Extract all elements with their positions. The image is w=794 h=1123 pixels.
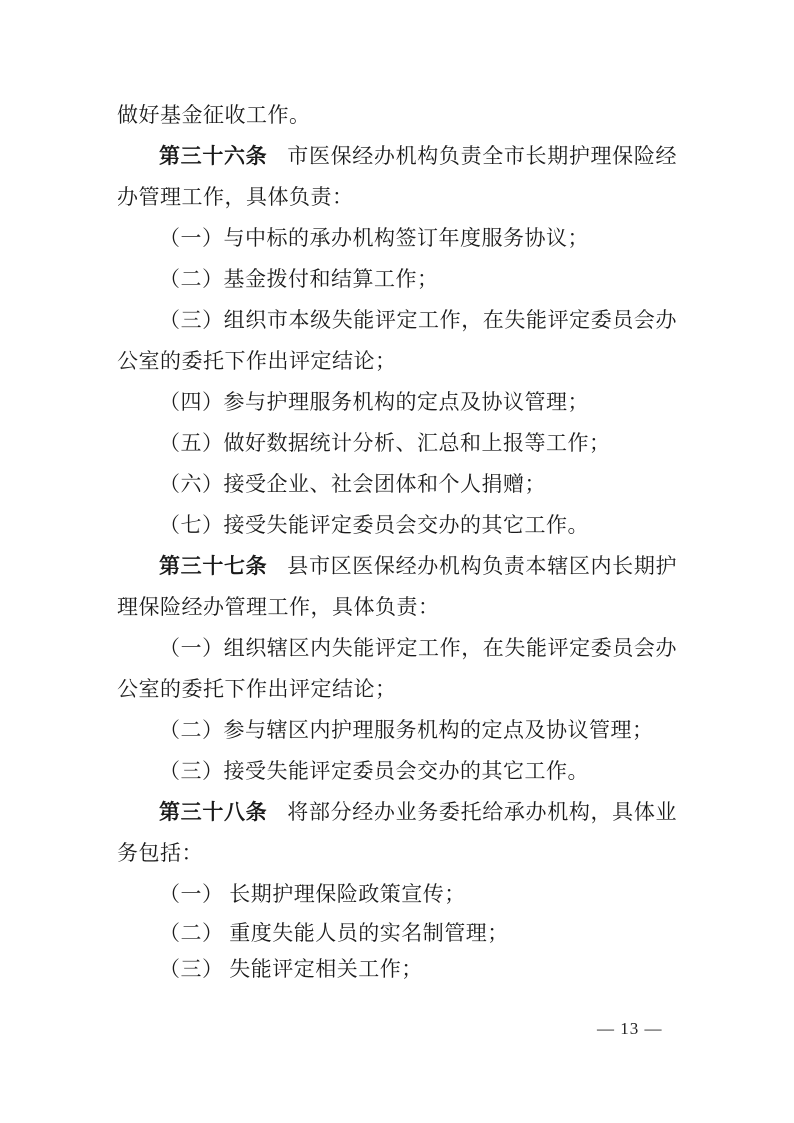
paragraph-text: 做好基金征收工作。 xyxy=(117,103,311,127)
paragraph-text: （一） 长期护理保险政策宣传； xyxy=(159,882,466,906)
article-38-item-1 xyxy=(117,874,677,915)
article-36-item-2 xyxy=(117,259,677,300)
paragraph-text: （二）参与辖区内护理服务机构的定点及协议管理； xyxy=(159,718,654,742)
paragraph-text: （六）接受企业、社会团体和个人捐赠； xyxy=(159,472,546,496)
paragraph-text: （三） 失能评定相关工作； xyxy=(159,957,423,981)
article-36-item-6 xyxy=(117,464,677,505)
paragraph-continuation xyxy=(117,95,677,136)
article-36-heading-paragraph xyxy=(117,136,677,218)
page-content xyxy=(117,95,677,987)
paragraph-text: （三）接受失能评定委员会交办的其它工作。 xyxy=(159,759,589,783)
article-37-item-3 xyxy=(117,751,677,792)
paragraph-text: （二） 重度失能人员的实名制管理； xyxy=(159,921,509,945)
article-37-item-2 xyxy=(117,710,677,751)
paragraph-text: （二）基金拨付和结算工作； xyxy=(159,267,439,291)
paragraph-text: （一）组织辖区内失能评定工作，在失能评定委员会办公室的委托下作出评定结论； xyxy=(117,636,677,701)
paragraph-text: 将部分经办业务委托给承办机构，具体业务包括： xyxy=(117,800,677,865)
article-36-item-1 xyxy=(117,218,677,259)
article-36-item-4 xyxy=(117,382,677,423)
paragraph-text: 县市区医保经办机构负责本辖区内长期护理保险经办管理工作，具体负责： xyxy=(117,554,677,619)
paragraph-text: （七）接受失能评定委员会交办的其它工作。 xyxy=(159,513,589,537)
article-38-number: 第三十八条 xyxy=(159,801,268,824)
article-38-item-2 xyxy=(117,915,677,951)
article-38-item-3 xyxy=(117,951,677,987)
page-number: — 13 — xyxy=(597,1019,663,1038)
article-37-item-1 xyxy=(117,628,677,710)
article-37-heading-paragraph xyxy=(117,546,677,628)
paragraph-text: 市医保经办机构负责全市长期护理保险经办管理工作，具体负责： xyxy=(117,144,677,209)
article-36-item-3 xyxy=(117,300,677,382)
paragraph-text: （三）组织市本级失能评定工作，在失能评定委员会办公室的委托下作出评定结论； xyxy=(117,308,677,373)
article-36-item-7 xyxy=(117,505,677,546)
article-38-heading-paragraph xyxy=(117,792,677,874)
paragraph-text: （四）参与护理服务机构的定点及协议管理； xyxy=(159,390,589,414)
paragraph-text: （五）做好数据统计分析、汇总和上报等工作； xyxy=(159,431,611,455)
article-37-number: 第三十七条 xyxy=(159,555,268,578)
paragraph-text: （一）与中标的承办机构签订年度服务协议； xyxy=(159,226,589,250)
article-36-number: 第三十六条 xyxy=(159,145,268,168)
article-36-item-5 xyxy=(117,423,677,464)
